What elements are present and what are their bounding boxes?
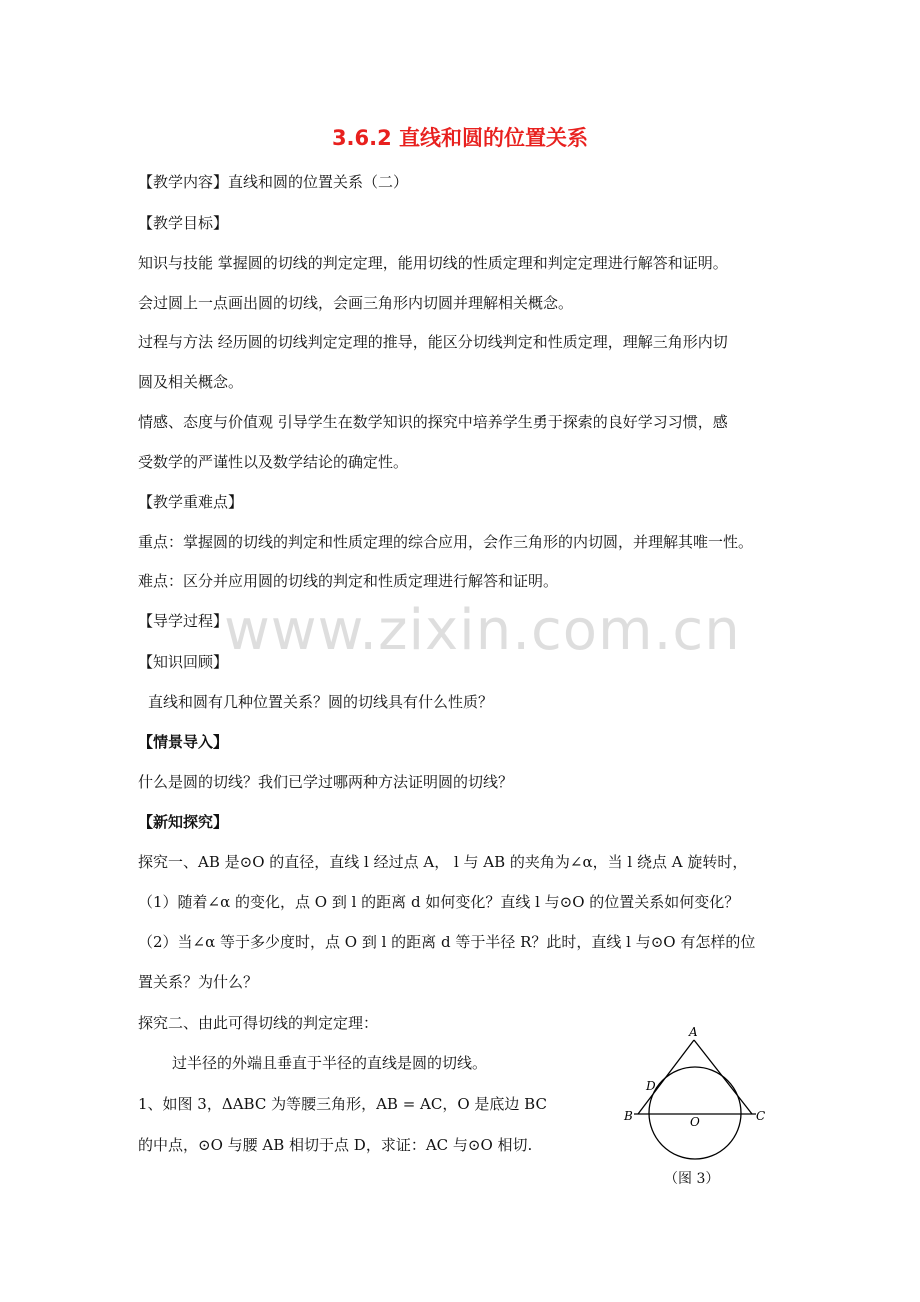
theorem: 过半径的外端且垂直于半径的直线是圆的切线。 (172, 1054, 488, 1072)
question1: （1）随着∠α 的变化，点 O 到 l 的距离 d 如何变化？直线 l 与⊙O 的位置关系如何变化？ (138, 893, 740, 911)
goal3-line2: 受数学的严谨性以及数学结论的确定性。 (138, 453, 409, 471)
figure-caption: （图 3） (664, 1171, 720, 1187)
goal1-line1: 知识与技能 掌握圆的切线的判定定理，能用切线的性质定理和判定定理进行解答和证明。 (138, 254, 728, 272)
watermark: www.zixin.com.cn (224, 598, 741, 663)
review-question: 直线和圆有几种位置关系？圆的切线具有什么性质？ (148, 693, 494, 711)
circle-o (649, 1067, 741, 1159)
teaching-content: 【教学内容】直线和圆的位置关系（二） (138, 173, 409, 191)
example1-line1: 1、如图 3，ΔABC 为等腰三角形，AB = AC，O 是底边 BC (138, 1095, 547, 1113)
label-b: B (624, 1109, 633, 1123)
page-title: 3.6.2 直线和圆的位置关系 (331, 126, 589, 150)
goal2-line1: 过程与方法 经历圆的切线判定定理的推导，能区分切线判定和性质定理，理解三角形内切 (138, 333, 728, 351)
question2-line2: 置关系？为什么？ (138, 973, 259, 991)
label-o: O (690, 1115, 700, 1129)
key-heading: 【教学重难点】 (138, 493, 244, 511)
goals-heading: 【教学目标】 (138, 214, 229, 232)
goal2-line2: 圆及相关概念。 (138, 373, 244, 391)
explore1: 探究一、AB 是⊙O 的直径，直线 l 经过点 A， l 与 AB 的夹角为∠α，当 l 绕点 A 旋转时， (138, 853, 748, 871)
goal1-line2: 会过圆上一点画出圆的切线，会画三角形内切圆并理解相关概念。 (138, 294, 574, 312)
process-heading: 【导学过程】 (138, 612, 229, 630)
scene-heading: 【情景导入】 (138, 733, 229, 751)
difficulty: 难点：区分并应用圆的切线的判定和性质定理进行解答和证明。 (138, 572, 559, 590)
explore-heading: 【新知探究】 (138, 813, 229, 831)
example1-line2: 的中点，⊙O 与腰 AB 相切于点 D，求证：AC 与⊙O 相切. (138, 1136, 533, 1154)
label-d: D (646, 1079, 656, 1093)
label-c: C (756, 1109, 766, 1123)
goal3-line1: 情感、态度与价值观 引导学生在数学知识的探究中培养学生勇于探索的良好学习习惯，感 (138, 413, 728, 431)
scene-question: 什么是圆的切线？我们已学过哪两种方法证明圆的切线？ (138, 773, 514, 791)
review-heading: 【知识回顾】 (138, 653, 229, 671)
question2-line1: （2）当∠α 等于多少度时，点 O 到 l 的距离 d 等于半径 R？此时，直线 l 与⊙O 有怎样的位 (138, 933, 756, 951)
label-a: A (689, 1025, 698, 1039)
explore2: 探究二、由此可得切线的判定定理： (138, 1014, 379, 1032)
key-point: 重点：掌握圆的切线的判定和性质定理的综合应用，会作三角形的内切圆，并理解其唯一性。 (138, 533, 754, 551)
